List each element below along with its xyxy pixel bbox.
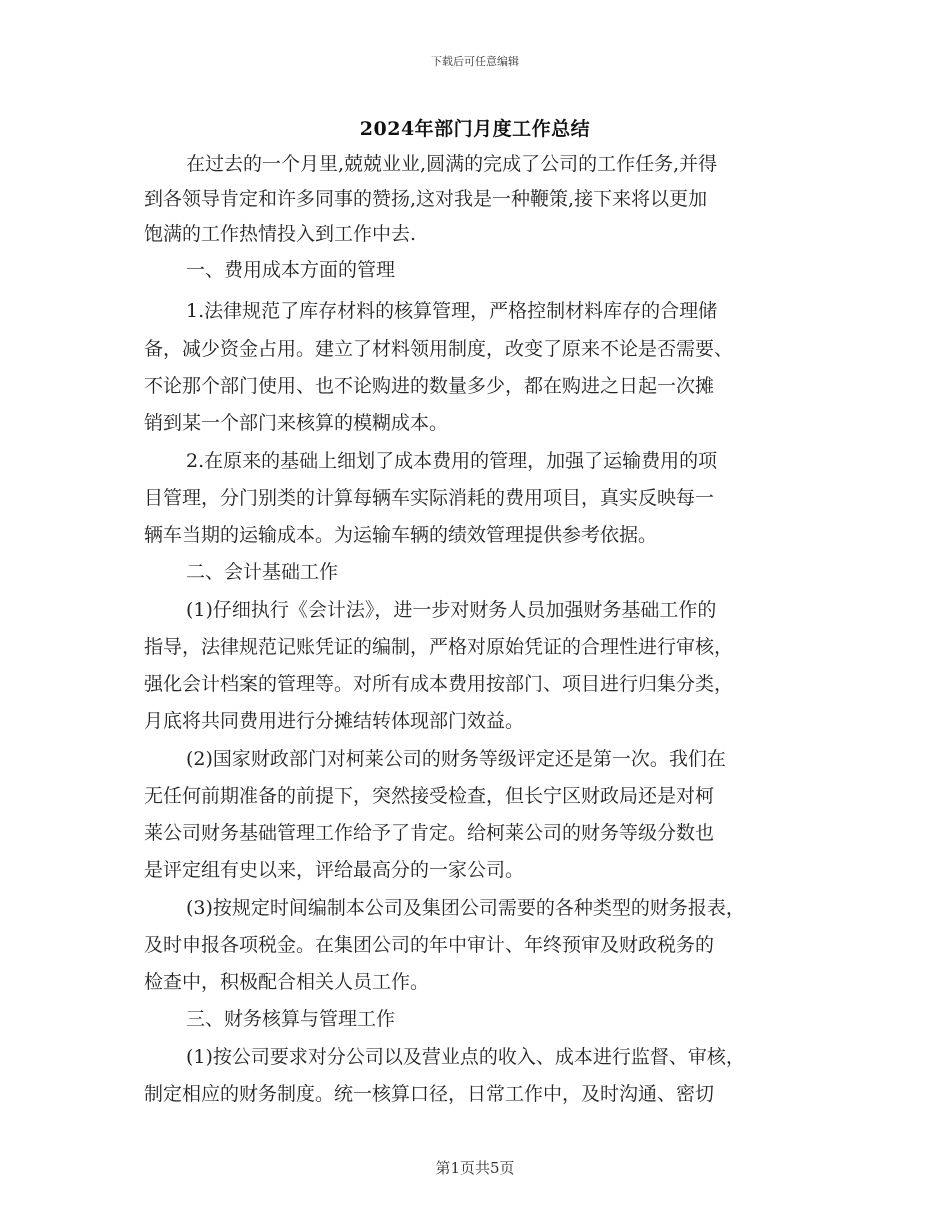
- header-note: 下载后可任意编辑: [431, 55, 519, 68]
- paragraph-line: 1.法律规范了库存材料的核算管理，严格控制材料库存的合理储: [186, 300, 718, 322]
- paragraph-line: 强化会计档案的管理等。对所有成本费用按部门、项目进行归集分类，: [144, 673, 734, 695]
- section-heading: 一、费用成本方面的管理: [186, 259, 396, 281]
- paragraph-line: 销到某一个部门来核算的模糊成本。: [144, 412, 449, 434]
- page-number: 第1页共5页: [435, 1159, 515, 1177]
- paragraph-line: 备，减少资金占用。建立了材料领用制度，改变了原来不论是否需要、: [144, 338, 734, 360]
- paragraph-line: (2)国家财政部门对柯莱公司的财务等级评定还是第一次。我们在: [186, 748, 726, 770]
- document-title: 2024年部门月度工作总结: [359, 118, 591, 140]
- paragraph-line: 莱公司财务基础管理工作给予了肯定。给柯莱公司的财务等级分数也: [144, 822, 715, 844]
- paragraph-line: (3)按规定时间编制本公司及集团公司需要的各种类型的财务报表，: [186, 897, 745, 919]
- paragraph-line: 制定相应的财务制度。统一核算口径，日常工作中，及时沟通、密切: [144, 1083, 715, 1105]
- paragraph-line: (1)按公司要求对分公司以及营业点的收入、成本进行监督、审核，: [186, 1046, 745, 1068]
- section-heading: 二、会计基础工作: [186, 561, 339, 583]
- paragraph-line: 辆车当期的运输成本。为运输车辆的绩效管理提供参考依据。: [144, 524, 658, 546]
- paragraph-line: 目管理，分门别类的计算每辆车实际消耗的费用项目，真实反映每一: [144, 487, 715, 509]
- paragraph-line: 是评定组有史以来，评给最高分的一家公司。: [144, 859, 525, 881]
- section-heading: 三、财务核算与管理工作: [186, 1008, 396, 1030]
- paragraph-line: 不论那个部门使用、也不论购进的数量多少，都在购进之日起一次摊: [144, 375, 715, 397]
- paragraph-line: 2.在原来的基础上细划了成本费用的管理，加强了运输费用的项: [186, 450, 718, 472]
- paragraph-line: 饱满的工作热情投入到工作中去.: [144, 223, 417, 245]
- paragraph-line: 无任何前期准备的前提下，突然接受检查，但长宁区财政局还是对柯: [144, 785, 715, 807]
- paragraph-line: 月底将共同费用进行分摊结转体现部门效益。: [144, 710, 525, 732]
- paragraph-line: 指导，法律规范记账凭证的编制，严格对原始凭证的合理性进行审核，: [144, 636, 734, 658]
- paragraph-line: 及时申报各项税金。在集团公司的年中审计、年终预审及财政税务的: [144, 934, 715, 956]
- paragraph-line: 在过去的一个月里,兢兢业业,圆满的完成了公司的工作任务,并得: [186, 153, 718, 175]
- paragraph-line: (1)仔细执行《会计法》，进一步对财务人员加强财务基础工作的: [186, 599, 717, 621]
- paragraph-line: 检查中，积极配合相关人员工作。: [144, 971, 430, 993]
- paragraph-line: 到各领导肯定和许多同事的赞扬,这对我是一种鞭策,接下来将以更加: [144, 188, 708, 210]
